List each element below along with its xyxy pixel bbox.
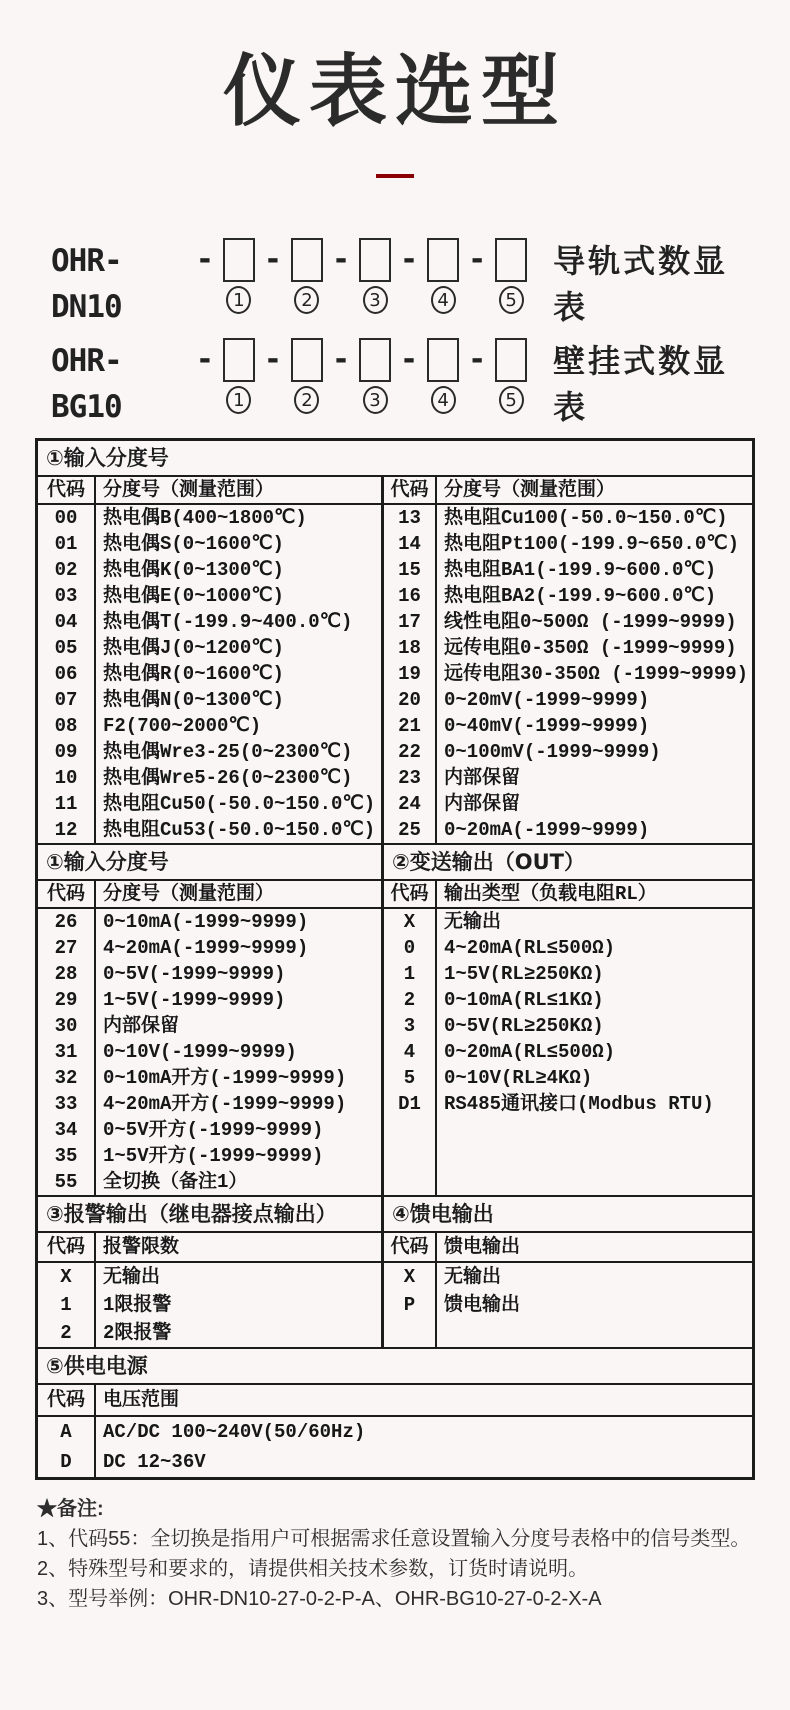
notes-title: ★备注:: [37, 1498, 104, 1520]
desc-cell: [435, 1319, 752, 1347]
code-cell: 01: [54, 533, 78, 555]
model-code-slot: [291, 238, 323, 314]
code-cell: D: [60, 1451, 72, 1473]
section-title: ④馈电输出: [381, 1197, 752, 1231]
code-cell: 20: [381, 687, 435, 713]
column-header: 分度号（测量范围）: [435, 477, 752, 503]
code-cell: 30: [54, 1015, 78, 1037]
model-code-box: [359, 338, 391, 382]
code-cell: 13: [381, 505, 435, 531]
code-cell: 32: [54, 1067, 78, 1089]
code-cell: 2: [381, 987, 435, 1013]
circled-number: 4: [431, 286, 456, 314]
code-cell: A: [60, 1421, 72, 1443]
section-title: ①输入分度号: [46, 850, 169, 874]
notes: [35, 1494, 755, 1614]
desc-cell: 线性电阻0~500Ω (-1999~9999): [435, 609, 752, 635]
red-divider: [376, 174, 414, 178]
column-header-row: [38, 1233, 752, 1263]
code-cell: 15: [381, 557, 435, 583]
column-header: 代码: [46, 479, 85, 501]
code-cell: 21: [381, 713, 435, 739]
desc-cell: 0~20mV(-1999~9999): [435, 687, 752, 713]
code-cell: 31: [54, 1041, 78, 1063]
model-code-slot: [427, 238, 459, 314]
section-title: ⑤供电电源: [46, 1354, 148, 1378]
model-code-box: [427, 238, 459, 282]
code-cell: 27: [54, 937, 78, 959]
code-cell: 06: [54, 663, 78, 685]
code-cell: 05: [54, 637, 78, 659]
code-cell: 4: [381, 1039, 435, 1065]
desc-cell: RS485通讯接口(Modbus RTU): [435, 1091, 752, 1117]
model-code-box: [495, 338, 527, 382]
desc-cell: 1~5V开方(-1999~9999): [94, 1143, 381, 1169]
column-header: 输出类型（负载电阻RL）: [435, 881, 752, 907]
section-title: ③报警输出（继电器接点输出）: [46, 1202, 337, 1226]
dash-separator: -: [263, 242, 282, 277]
circled-number: 3: [363, 286, 388, 314]
model-code-box: [223, 238, 255, 282]
column-header: 代码: [381, 477, 435, 503]
model-code-box: [291, 238, 323, 282]
dash-separator: -: [263, 342, 282, 377]
code-cell: 25: [381, 817, 435, 843]
section-body: [38, 1417, 752, 1477]
desc-cell: 热电阻BA1(-199.9~600.0℃): [435, 557, 752, 583]
desc-cell: 热电偶Wre3-25(0~2300℃): [94, 739, 381, 765]
page-title: 仪表选型: [222, 47, 567, 137]
code-cell: 1: [381, 961, 435, 987]
code-cell: 18: [381, 635, 435, 661]
dash-separator: -: [400, 342, 419, 377]
circled-number: 2: [294, 286, 319, 314]
dash-separator: -: [468, 242, 487, 277]
code-cell: [381, 1319, 435, 1347]
circled-number: 5: [499, 286, 524, 314]
desc-cell: 0~10mA开方(-1999~9999): [94, 1065, 381, 1091]
code-cell: 22: [381, 739, 435, 765]
column-header: 分度号（测量范围）: [94, 881, 381, 907]
desc-cell: 0~5V开方(-1999~9999): [94, 1117, 381, 1143]
desc-cell: [435, 1117, 752, 1143]
circled-number: 5: [499, 386, 524, 414]
code-cell: 5: [381, 1065, 435, 1091]
desc-cell: DC 12~36V: [94, 1447, 752, 1477]
desc-cell: 热电阻Cu53(-50.0~150.0℃): [94, 817, 381, 843]
column-header: 代码: [381, 1233, 435, 1261]
code-cell: 33: [54, 1093, 78, 1115]
desc-cell: 馈电输出: [435, 1291, 752, 1319]
code-cell: 07: [54, 689, 78, 711]
table-section: [38, 1195, 752, 1347]
desc-cell: 全切换（备注1）: [94, 1169, 381, 1195]
desc-cell: 热电偶N(0~1300℃): [94, 687, 381, 713]
code-cell: 00: [54, 507, 78, 529]
section-title-row: [38, 441, 752, 477]
page: [35, 0, 755, 1614]
desc-cell: 1限报警: [94, 1291, 381, 1319]
circled-number: 1: [226, 386, 251, 414]
code-cell: 09: [54, 741, 78, 763]
desc-cell: 4~20mA(RL≤500Ω): [435, 935, 752, 961]
desc-cell: 0~40mV(-1999~9999): [435, 713, 752, 739]
circled-number: 3: [363, 386, 388, 414]
model-type-label: 导轨式数显表: [553, 243, 729, 325]
model-code-slot: [359, 238, 391, 314]
model-prefix: OHR-DN10: [51, 243, 122, 325]
desc-cell: 0~20mA(-1999~9999): [435, 817, 752, 843]
code-cell: X: [381, 1263, 435, 1291]
code-cell: 08: [54, 715, 78, 737]
model-code-box: [291, 338, 323, 382]
code-cell: 04: [54, 611, 78, 633]
desc-cell: 0~10V(RL≥4KΩ): [435, 1065, 752, 1091]
model-code-box: [495, 238, 527, 282]
dash-separator: -: [195, 342, 214, 377]
model-prefix: OHR-BG10: [51, 343, 122, 425]
note-line: 1、代码55：全切换是指用户可根据需求任意设置输入分度号表格中的信号类型。: [37, 1528, 751, 1550]
model-code-box: [223, 338, 255, 382]
desc-cell: 0~10mA(RL≤1KΩ): [435, 987, 752, 1013]
desc-cell: 热电偶S(0~1600℃): [94, 531, 381, 557]
note-line: 2、特殊型号和要求的，请提供相关技术参数，订货时请说明。: [37, 1558, 589, 1580]
column-header: 代码: [46, 883, 85, 905]
code-cell: 28: [54, 963, 78, 985]
code-cell: 02: [54, 559, 78, 581]
column-header-row: [38, 881, 752, 909]
model-code-slot: [291, 338, 323, 414]
code-cell: D1: [381, 1091, 435, 1117]
circled-number: 4: [431, 386, 456, 414]
code-cell: 11: [54, 793, 78, 815]
column-header: 馈电输出: [435, 1233, 752, 1261]
code-cell: [381, 1169, 435, 1195]
code-cell: X: [60, 1266, 72, 1288]
model-code-slot: [223, 338, 255, 414]
model-code-slot: [495, 238, 527, 314]
code-cell: 24: [381, 791, 435, 817]
selection-table: [35, 438, 755, 1480]
dash-separator: -: [331, 342, 351, 377]
desc-cell: 0~5V(RL≥250KΩ): [435, 1013, 752, 1039]
desc-cell: 热电阻Cu100(-50.0~150.0℃): [435, 505, 752, 531]
model-code-box: [427, 338, 459, 382]
section-title: ①输入分度号: [46, 446, 169, 470]
table-section: [38, 441, 752, 843]
model-code-slot: [359, 338, 391, 414]
code-cell: 35: [54, 1145, 78, 1167]
desc-cell: 热电偶R(0~1600℃): [94, 661, 381, 687]
desc-cell: 热电阻Cu50(-50.0~150.0℃): [94, 791, 381, 817]
column-header-row: [38, 1385, 752, 1417]
desc-cell: 1~5V(RL≥250KΩ): [435, 961, 752, 987]
code-cell: [381, 1143, 435, 1169]
desc-cell: 热电阻BA2(-199.9~600.0℃): [435, 583, 752, 609]
desc-cell: 热电偶B(400~1800℃): [94, 505, 381, 531]
circled-number: 1: [226, 286, 251, 314]
column-header: 代码: [381, 881, 435, 907]
column-header: 代码: [46, 1389, 85, 1411]
desc-cell: 远传电阻0-350Ω (-1999~9999): [435, 635, 752, 661]
notes-list: [37, 1524, 755, 1614]
section-body: [38, 1263, 752, 1347]
model-code-slot: [223, 238, 255, 314]
section-title-row: [38, 845, 752, 881]
desc-cell: 0~10V(-1999~9999): [94, 1039, 381, 1065]
code-cell: 2: [60, 1322, 72, 1344]
code-cell: 29: [54, 989, 78, 1011]
dash-separator: -: [195, 242, 214, 277]
code-cell: 12: [54, 819, 78, 841]
code-cell: 0: [381, 935, 435, 961]
code-cell: P: [381, 1291, 435, 1319]
column-header: 电压范围: [94, 1385, 752, 1415]
model-type-label: 壁挂式数显表: [553, 343, 729, 425]
section-title-row: [38, 1197, 752, 1233]
desc-cell: [435, 1169, 752, 1195]
desc-cell: 4~20mA(-1999~9999): [94, 935, 381, 961]
section-body: [38, 909, 752, 1195]
code-cell: 23: [381, 765, 435, 791]
note-line: 3、型号举例：OHR-DN10-27-0-2-P-A、OHR-BG10-27-0-2-X-A: [37, 1588, 602, 1610]
desc-cell: 热电偶K(0~1300℃): [94, 557, 381, 583]
table-section: [38, 1347, 752, 1477]
code-cell: X: [381, 909, 435, 935]
desc-cell: 无输出: [435, 909, 752, 935]
desc-cell: 远传电阻30-350Ω (-1999~9999): [435, 661, 752, 687]
desc-cell: 1~5V(-1999~9999): [94, 987, 381, 1013]
model-code-slot: [495, 338, 527, 414]
code-cell: 16: [381, 583, 435, 609]
desc-cell: 内部保留: [435, 791, 752, 817]
desc-cell: 热电偶E(0~1000℃): [94, 583, 381, 609]
code-cell: 03: [54, 585, 78, 607]
desc-cell: 0~5V(-1999~9999): [94, 961, 381, 987]
code-cell: 26: [54, 911, 78, 933]
desc-cell: 热电偶T(-199.9~400.0℃): [94, 609, 381, 635]
column-header-row: [38, 477, 752, 505]
desc-cell: 热电偶Wre5-26(0~2300℃): [94, 765, 381, 791]
desc-cell: AC/DC 100~240V(50/60Hz): [94, 1417, 752, 1447]
section-body: [38, 505, 752, 843]
desc-cell: [435, 1143, 752, 1169]
desc-cell: 内部保留: [435, 765, 752, 791]
desc-cell: 0~10mA(-1999~9999): [94, 909, 381, 935]
code-cell: 17: [381, 609, 435, 635]
column-header: 分度号（测量范围）: [94, 477, 381, 503]
model-code-box: [359, 238, 391, 282]
dash-separator: -: [331, 242, 351, 277]
desc-cell: 4~20mA开方(-1999~9999): [94, 1091, 381, 1117]
code-cell: [381, 1117, 435, 1143]
desc-cell: 0~100mV(-1999~9999): [435, 739, 752, 765]
model-diagrams: [35, 238, 755, 430]
code-cell: 34: [54, 1119, 78, 1141]
dash-separator: -: [400, 242, 419, 277]
desc-cell: 无输出: [94, 1263, 381, 1291]
code-cell: 3: [381, 1013, 435, 1039]
dash-separator: -: [468, 342, 487, 377]
model-row: [51, 338, 755, 430]
code-cell: 14: [381, 531, 435, 557]
table-section: [38, 843, 752, 1195]
desc-cell: 2限报警: [94, 1319, 381, 1347]
desc-cell: 热电阻Pt100(-199.9~650.0℃): [435, 531, 752, 557]
desc-cell: 热电偶J(0~1200℃): [94, 635, 381, 661]
column-header: 报警限数: [94, 1233, 381, 1261]
code-cell: 19: [381, 661, 435, 687]
desc-cell: F2(700~2000℃): [94, 713, 381, 739]
section-title: ②变送输出（OUT）: [381, 845, 752, 879]
code-cell: 55: [54, 1171, 78, 1193]
model-code-slot: [427, 338, 459, 414]
code-cell: 1: [60, 1294, 72, 1316]
desc-cell: 无输出: [435, 1263, 752, 1291]
desc-cell: 内部保留: [94, 1013, 381, 1039]
column-header: 代码: [46, 1236, 85, 1258]
section-title-row: [38, 1349, 752, 1385]
circled-number: 2: [294, 386, 319, 414]
model-row: [51, 238, 755, 330]
code-cell: 10: [54, 767, 78, 789]
desc-cell: 0~20mA(RL≤500Ω): [435, 1039, 752, 1065]
